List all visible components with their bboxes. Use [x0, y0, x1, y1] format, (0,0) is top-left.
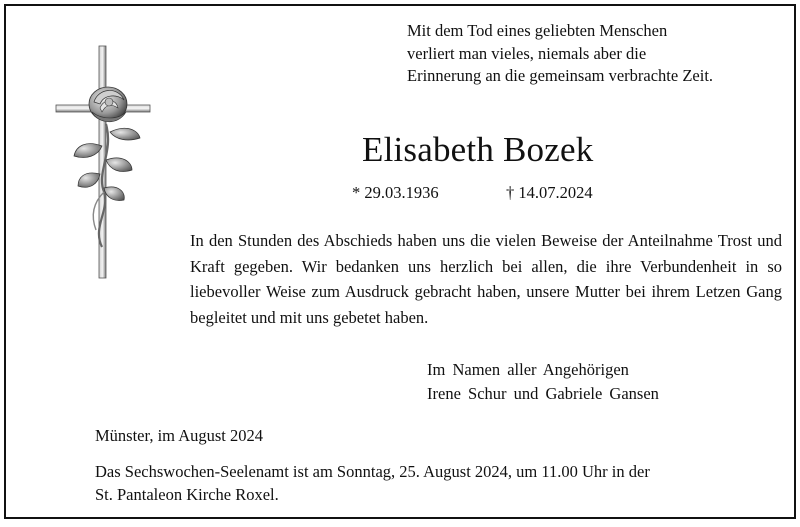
gratitude-text: In den Stunden des Abschieds haben uns die vielen Beweise der Anteilnahme Trost und Kraft gegeben. Wir bedanken uns herzlich bei allen, die ihre Verbundenheit in so liebevoller Weise zum Ausdruck gebracht haben, unsere Mutter bei ihrem Letzen Gang begleitet und mit uns gebetet haben.	[190, 231, 782, 327]
signature-names: Irene Schur und Gabriele Gansen	[427, 384, 659, 403]
mass-announcement	[95, 460, 650, 506]
deceased-name: Elisabeth Bozek	[362, 130, 594, 169]
announcement-line: Das Sechswochen-Seelenamt ist am Sonntag, 25. August 2024, um 11.00 Uhr in der	[95, 462, 650, 481]
quote-line: verliert man vieles, niemals aber die	[407, 43, 647, 63]
obituary-card	[4, 4, 796, 519]
memorial-quote	[407, 20, 713, 88]
signature-line: Im Namen aller Angehörigen	[427, 360, 629, 379]
death-date: † 14.07.2024	[506, 183, 593, 202]
quote-line: Erinnerung an die gemeinsam verbrachte Zeit.	[407, 66, 714, 85]
place-date: Münster, im August 2024	[95, 426, 264, 445]
signature	[427, 358, 659, 406]
announcement-line: St. Pantaleon Kirche Roxel.	[95, 485, 279, 504]
cross-with-rose-icon	[48, 42, 158, 282]
quote-line: Mit dem Tod eines geliebten Menschen	[407, 21, 668, 40]
birth-date: * 29.03.1936	[352, 183, 439, 202]
